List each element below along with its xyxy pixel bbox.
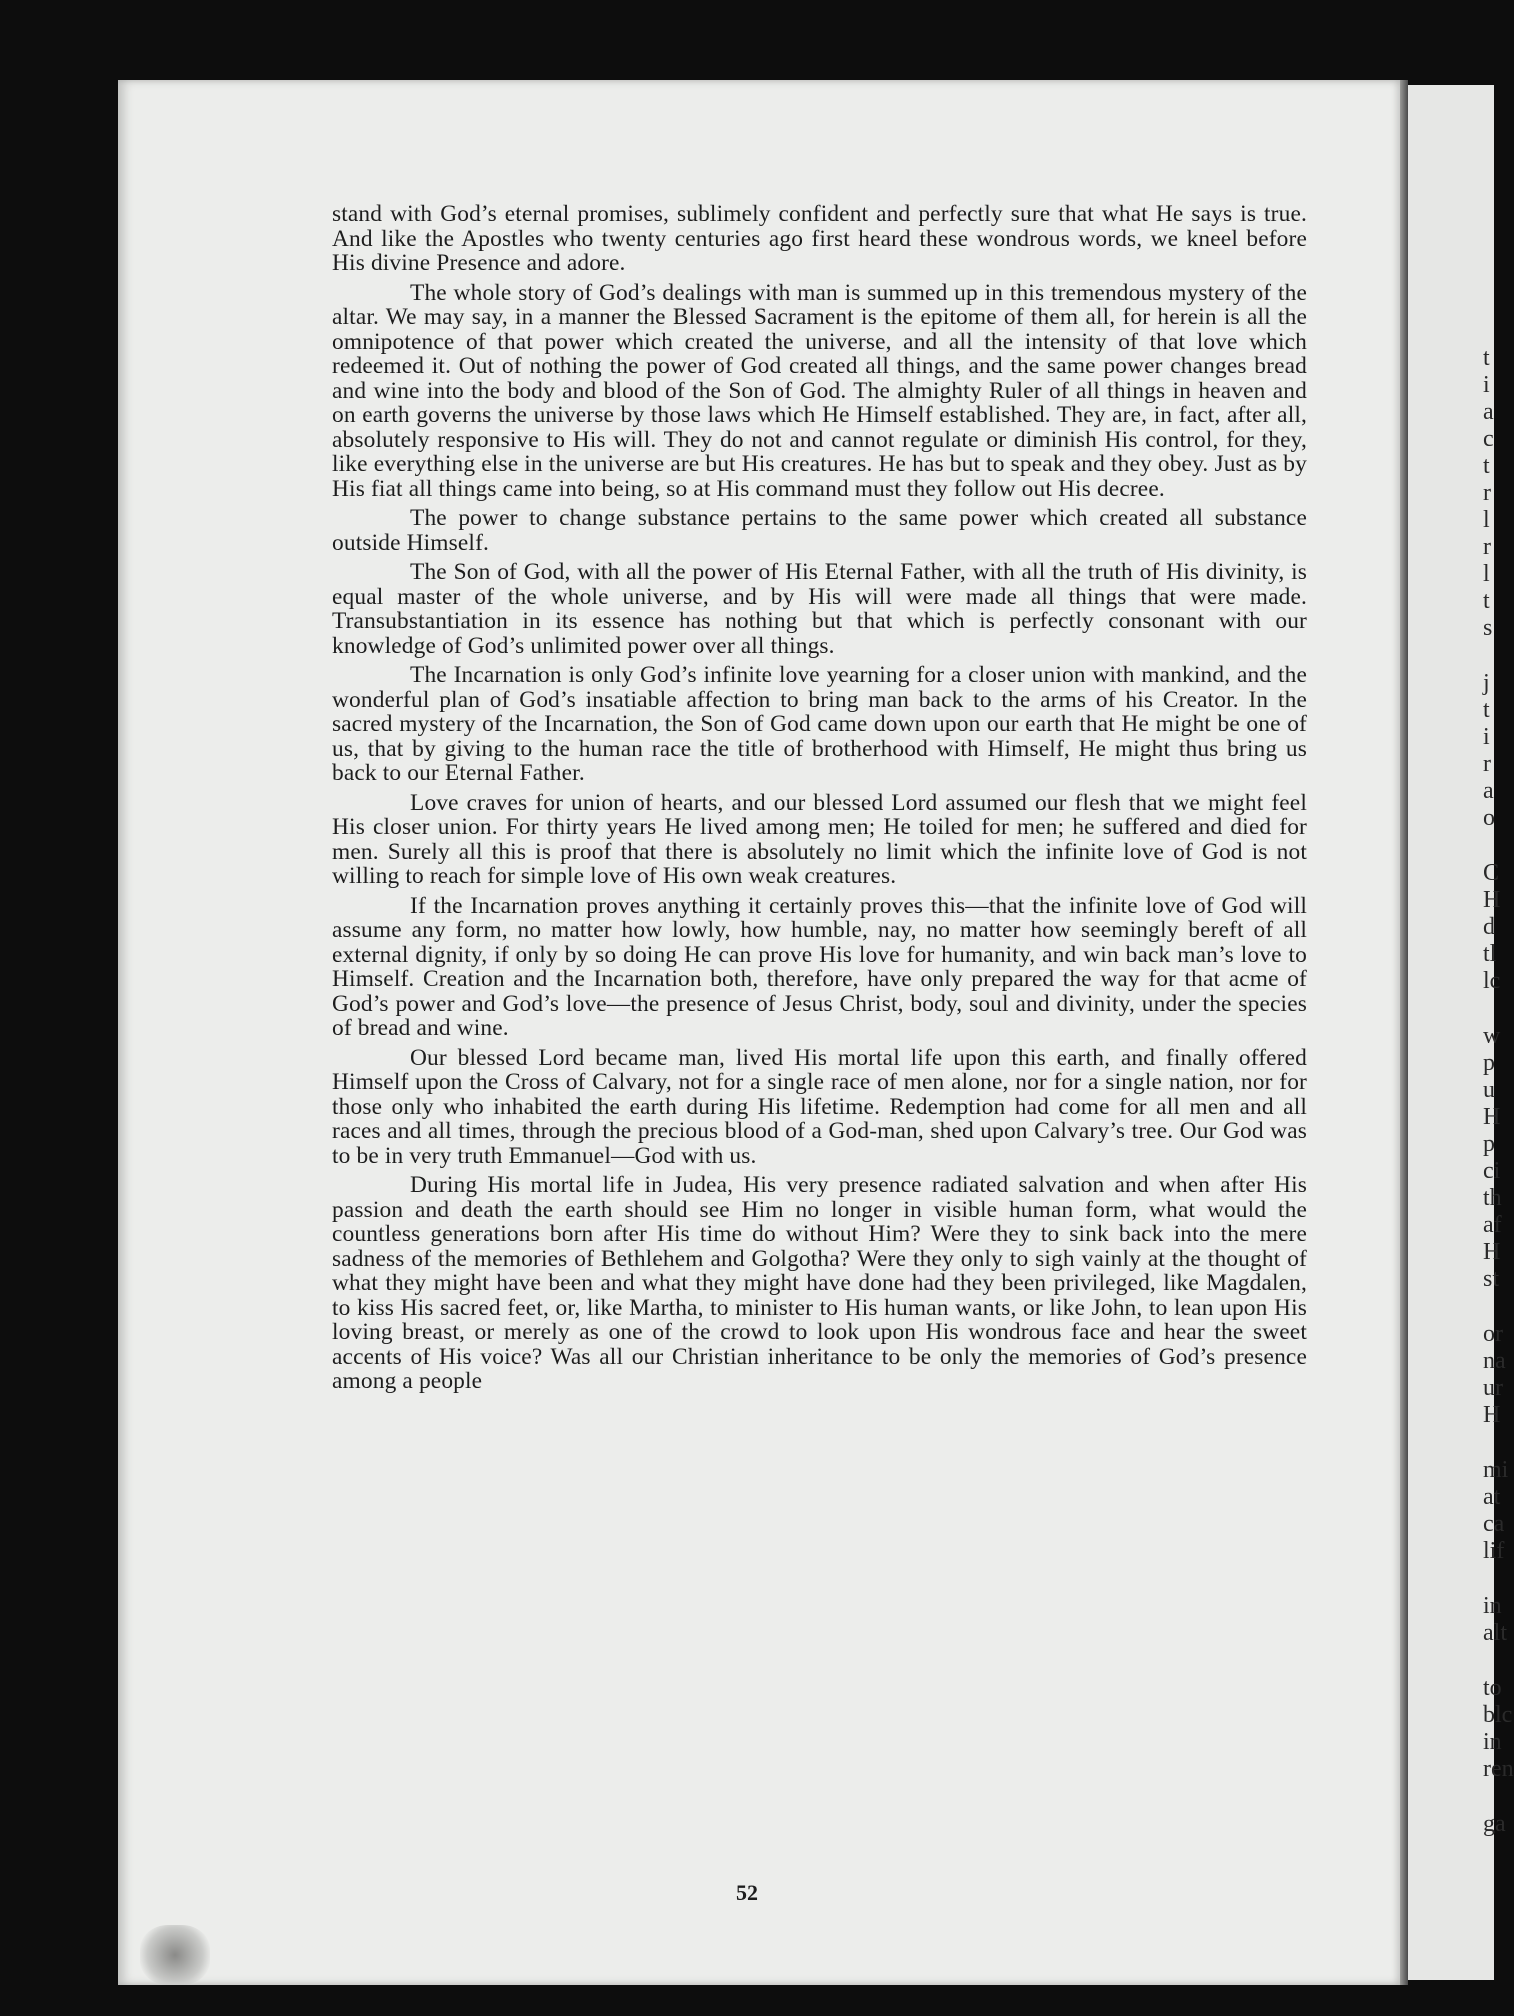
facing-page-fragment: in [1483, 1729, 1502, 1755]
facing-page-fragment: st [1483, 1266, 1500, 1292]
facing-page-fragment: or [1483, 1321, 1503, 1347]
facing-page-fragment: H [1483, 1104, 1501, 1130]
facing-page-fragment: d [1483, 914, 1495, 940]
facing-page-fragment: j [1483, 670, 1490, 696]
facing-page-fragment: H [1483, 887, 1501, 913]
facing-page-fragment: a [1483, 778, 1494, 804]
paragraph: stand with God’s eternal promises, sublimely confident and perfectly sure that what He says is true. And like the Apostles who twenty centuries ago first heard these wondrous words, we kneel before His divine Presence and adore. [332, 201, 1307, 276]
facing-page-fragment: in [1483, 1593, 1502, 1619]
facing-page-fragment: p [1483, 1050, 1495, 1076]
facing-page-fragment: a [1483, 399, 1494, 425]
facing-page-fragment: to [1483, 1675, 1502, 1701]
page-smudge [140, 1925, 210, 1985]
paragraph: The Son of God, with all the power of His Eternal Father, with all the truth of His divinity, is equal master of the whole universe, and by His will were made all things that were made. Transubstantiation in its essence has nothing but that which is perfectly consonant with our knowledge of God’s unlimited power over all things. [332, 559, 1307, 659]
facing-page-fragment: H [1483, 1402, 1501, 1428]
facing-page-fragments [1483, 345, 1514, 1838]
paragraph: Love craves for union of hearts, and our blessed Lord assumed our flesh that we might feel His closer union. For thirty years He lived among men; He toiled for men; he suffered and died for men. Surely all this is proof that there is absolutely no limit which the infinite love of God is not willing to reach for simple love of His own weak creatures. [332, 789, 1307, 889]
facing-page-fragment: ci [1483, 1158, 1501, 1184]
facing-page-fragment: at [1483, 1484, 1501, 1510]
facing-page-fragment: mi [1483, 1457, 1509, 1483]
book-page-right [1408, 85, 1514, 1980]
facing-page-fragment: s [1483, 615, 1493, 641]
facing-page-fragment: alt [1483, 1620, 1507, 1646]
page-text [332, 202, 1307, 1399]
facing-page-fragment: c [1483, 426, 1494, 452]
facing-page-fragment: r [1483, 534, 1491, 560]
facing-page-fragment: ur [1483, 1375, 1503, 1401]
paragraph: The power to change substance pertains to the same power which created all substance outside Himself. [332, 505, 1307, 556]
facing-page-fragment: na [1483, 1348, 1506, 1374]
facing-page-fragment: u [1483, 1077, 1495, 1103]
facing-page-fragment: i [1483, 724, 1490, 750]
paragraph: During His mortal life in Judea, His very presence radiated salvation and when after His passion and death the earth should see Him no longer in visible human form, what would the countless generations born after His time do without Him? Were they to sink back into the mere sadness of the memories of Bethlehem and Golgotha? Were they only to sigh vainly at the thought of what they might have been and what they might have done had they been privileged, like Magdalen, to kiss His sacred feet, or, like Martha, to minister to His human wants, or like John, to lean upon His loving breast, or merely as one of the crowd to look upon His wondrous face and hear the sweet accents of His voice? Was all our Christian inheritance to be only the memories of God’s presence among a people [332, 1172, 1307, 1394]
facing-page-fragment: t [1483, 345, 1490, 371]
paragraph: The Incarnation is only God’s infinite love yearning for a closer union with mankind, and the wonderful plan of God’s insatiable affection to bring man back to the arms of his Creator. In the sacred mystery of the Incarnation, the Son of God came down upon our earth that He might be one of us, that by giving to the human race the title of brotherhood with Himself, He might thus bring us back to our Eternal Father. [332, 662, 1307, 786]
facing-page-fragment: C [1483, 860, 1500, 886]
facing-page-fragment: r [1483, 751, 1491, 777]
paragraph: The whole story of God’s dealings with man is summed up in this tremendous mystery of the altar. We may say, in a manner the Blessed Sacrament is the epitome of them all, for herein is all the omnipotence of that power which created the universe, and all the intensity of that love which redeemed it. Out of nothing the power of God created all things, and the same power changes bread and wine into the body and blood of the Son of God. The almighty Ruler of all things in heaven and on earth governs the universe by those laws which He Himself established. They are, in fact, after all, absolutely responsive to His will. They do not and cannot regulate or diminish His control, for they, like everything else in the universe are but His creatures. He has but to speak and they obey. Just as by His fiat all things came into being, so at His command must they follow out His decree. [332, 279, 1307, 502]
paragraph: If the Incarnation proves anything it certainly proves this—that the infinite love of God will assume any form, no matter how lowly, how humble, nay, no matter how seemingly bereft of all external dignity, if only by so doing He can prove His love for humanity, and win back man’s love to Himself. Creation and the Incarnation both, therefore, have only prepared the way for that acme of God’s power and God’s love—the presence of Jesus Christ, body, soul and divinity, under the species of bread and wine. [332, 892, 1307, 1041]
facing-page-fragment: l [1483, 561, 1490, 587]
facing-page-fragment: ren [1483, 1756, 1514, 1782]
facing-page-fragment: ca [1483, 1511, 1505, 1537]
page-number: 52 [736, 1880, 758, 1905]
facing-page-fragment: w [1483, 1023, 1501, 1049]
facing-page-fragment: l [1483, 507, 1490, 533]
facing-page-fragment: lc [1483, 968, 1501, 994]
facing-page-fragment: p [1483, 1131, 1495, 1157]
facing-page-fragment: t [1483, 697, 1490, 723]
facing-page-fragment: r [1483, 480, 1491, 506]
book-gutter [1400, 80, 1408, 1985]
facing-page-fragment: af [1483, 1212, 1502, 1238]
facing-page-fragment: o [1483, 805, 1495, 831]
facing-page-fragment: th [1483, 1185, 1502, 1211]
facing-page-fragment: H [1483, 1239, 1501, 1265]
facing-page-fragment: lif [1483, 1538, 1505, 1564]
paragraph: Our blessed Lord became man, lived His mortal life upon this earth, and finally offered Himself upon the Cross of Calvary, not for a single race of men alone, nor for a single nation, nor for those only who inhabited the earth during His lifetime. Redemption had come for all men and all races and all times, through the precious blood of a God-man, shed upon Calvary’s tree. Our God was to be in very truth Emmanuel—God with us. [332, 1044, 1307, 1169]
facing-page-fragment: tl [1483, 941, 1497, 967]
facing-page-fragment: ga [1483, 1811, 1506, 1837]
facing-page-fragment: t [1483, 588, 1490, 614]
facing-page-fragment: t [1483, 453, 1490, 479]
facing-page-fragment: i [1483, 372, 1490, 398]
facing-page-fragment: blc [1483, 1702, 1513, 1728]
